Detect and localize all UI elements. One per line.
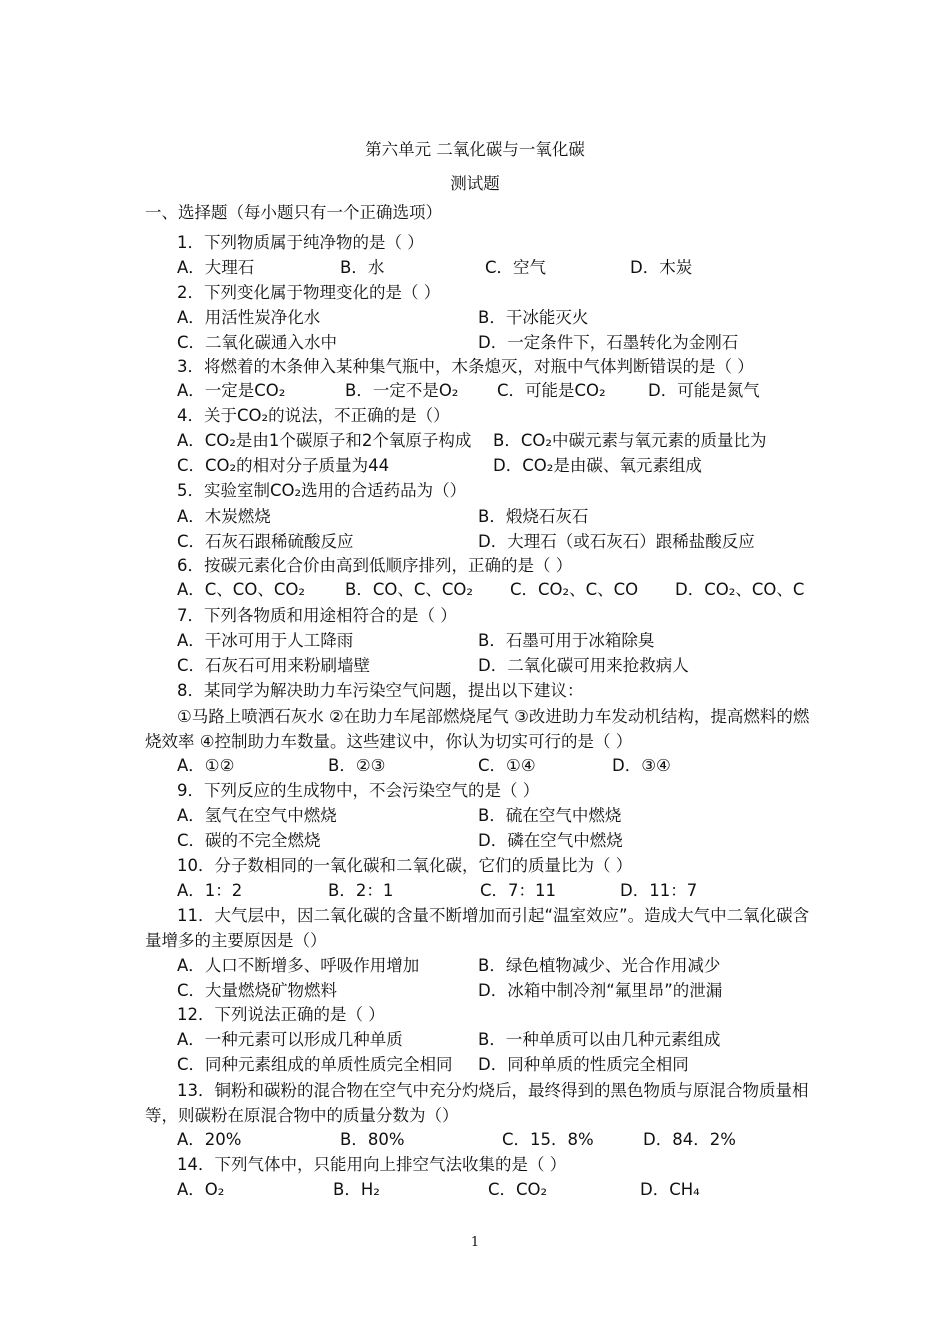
question-1-option-d: D．木炭 [630, 258, 693, 277]
question-6-option-c: C．CO₂、C、CO [510, 580, 639, 599]
question-3-option-b: B．一定不是O₂ [345, 381, 459, 400]
question-3-option-c: C．可能是CO₂ [497, 381, 606, 400]
question-10-option-b: B．2：1 [328, 881, 394, 900]
question-8-stem: 8．某同学为解决助力车污染空气问题，提出以下建议： [177, 681, 584, 700]
question-10-stem: 10．分子数相同的一氧化碳和二氧化碳，它们的质量比为（ ） [177, 856, 633, 875]
question-3-stem: 3．将燃着的木条伸入某种集气瓶中，木条熄灭，对瓶中气体判断错误的是（ ） [177, 357, 754, 376]
question-11-option-b: B．绿色植物减少、光合作用减少 [478, 956, 721, 975]
question-14-option-b: B．H₂ [333, 1180, 380, 1199]
page-number: 1 [470, 1235, 480, 1250]
question-4-option-d: D．CO₂是由碳、氧元素组成 [493, 456, 702, 475]
question-1-stem: 1．下列物质属于纯净物的是（ ） [177, 233, 424, 252]
question-13-stem: 13．铜粉和碳粉的混合物在空气中充分灼烧后，最终得到的黑色物质与原混合物质量相等，则碳粉在原混合物中的质量分数为（） [145, 1081, 809, 1125]
question-7-stem: 7．下列各物质和用途相符合的是（ ） [177, 606, 457, 625]
question-11-option-a: A．人口不断增多、呼吸作用增加 [177, 956, 420, 975]
question-12-option-b: B．一种单质可以由几种元素组成 [478, 1030, 721, 1049]
question-9-option-a: A．氢气在空气中燃烧 [177, 806, 337, 825]
question-1-option-a: A．大理石 [177, 258, 255, 277]
question-7-option-b: B．石墨可用于冰箱除臭 [478, 631, 655, 650]
question-8-option-a: A．①② [177, 756, 235, 775]
question-11-option-d: D．冰箱中制冷剂“氟里昂”的泄漏 [478, 981, 723, 1000]
question-10-option-d: D．11：7 [620, 881, 698, 900]
question-11-option-c: C．大量燃烧矿物燃料 [177, 981, 338, 1000]
question-10-option-c: C．7：11 [480, 881, 557, 900]
question-13-option-a: A．20% [177, 1130, 242, 1149]
question-7-option-a: A．干冰可用于人工降雨 [177, 631, 354, 650]
question-8-option-b: B．②③ [328, 756, 386, 775]
question-3-option-a: A．一定是CO₂ [177, 381, 286, 400]
question-9-option-b: B．硫在空气中燃烧 [478, 806, 622, 825]
question-1-option-b: B．水 [340, 258, 385, 277]
page-subtitle: 测试题 [450, 174, 500, 193]
question-11-stem: 11．大气层中，因二氧化碳的含量不断增加而引起“温室效应”。造成大气中二氧化碳含量增多的主要原因是（） [145, 906, 810, 950]
question-9-option-d: D．磷在空气中燃烧 [478, 831, 623, 850]
question-7-option-c: C．石灰石可用来粉刷墙壁 [177, 656, 371, 675]
question-5-option-c: C．石灰石跟稀硫酸反应 [177, 532, 354, 551]
question-4-option-c: C．CO₂的相对分子质量为44 [177, 456, 390, 475]
question-7-option-d: D．二氧化碳可用来抢救病人 [478, 656, 689, 675]
question-8-body: ①马路上喷洒石灰水 ②在助力车尾部燃烧尾气 ③改进助力车发动机结构，提高燃料的燃烧效率 ④控制助力车数量。这些建议中，你认为切实可行的是（ ） [145, 707, 810, 751]
question-6-option-b: B．CO、C、CO₂ [345, 580, 473, 599]
question-6-stem: 6．按碳元素化合价由高到低顺序排列，正确的是（ ） [177, 556, 573, 575]
question-6-option-d: D．CO₂、CO、C [675, 580, 805, 599]
question-13-option-d: D．84．2% [643, 1130, 736, 1149]
question-6-option-a: A．C、CO、CO₂ [177, 580, 305, 599]
question-9-option-c: C．碳的不完全燃烧 [177, 831, 321, 850]
question-10-option-a: A．1：2 [177, 881, 243, 900]
question-14-option-d: D．CH₄ [640, 1180, 700, 1199]
page-title: 第六单元 二氧化碳与一氧化碳 [365, 140, 585, 159]
question-12-stem: 12．下列说法正确的是（ ） [177, 1005, 385, 1024]
question-4-option-b: B．CO₂中碳元素与氧元素的质量比为 [493, 431, 767, 450]
question-14-stem: 14．下列气体中，只能用向上排空气法收集的是（ ） [177, 1155, 567, 1174]
question-2-option-d: D．一定条件下，石墨转化为金刚石 [478, 333, 739, 352]
question-2-stem: 2．下列变化属于物理变化的是（ ） [177, 283, 441, 302]
question-12-option-d: D．同种单质的性质完全相同 [478, 1055, 689, 1074]
question-12-option-c: C．同种元素组成的单质性质完全相同 [177, 1055, 453, 1074]
question-5-option-a: A．木炭燃烧 [177, 507, 271, 526]
question-13-option-b: B．80% [340, 1130, 405, 1149]
question-5-option-d: D．大理石（或石灰石）跟稀盐酸反应 [478, 532, 755, 551]
question-5-stem: 5．实验室制CO₂选用的合适药品为（） [177, 481, 467, 500]
question-8-option-c: C．①④ [478, 756, 536, 775]
question-4-option-a: A．CO₂是由1个碳原子和2个氧原子构成 [177, 431, 472, 450]
section-heading: 一、选择题（每小题只有一个正确选项） [145, 203, 442, 222]
question-9-stem: 9．下列反应的生成物中，不会污染空气的是（ ） [177, 781, 540, 800]
question-14-option-c: C．CO₂ [488, 1180, 548, 1199]
question-13-option-c: C．15．8% [502, 1130, 594, 1149]
question-8-option-d: D．③④ [612, 756, 671, 775]
question-14-option-a: A．O₂ [177, 1180, 225, 1199]
question-5-option-b: B．煅烧石灰石 [478, 507, 589, 526]
question-2-option-b: B．干冰能灭火 [478, 308, 589, 327]
question-2-option-c: C．二氧化碳通入水中 [177, 333, 338, 352]
question-1-option-c: C．空气 [485, 258, 547, 277]
question-4-stem: 4．关于CO₂的说法，不正确的是（） [177, 406, 450, 425]
question-3-option-d: D．可能是氮气 [648, 381, 760, 400]
question-12-option-a: A．一种元素可以形成几种单质 [177, 1030, 403, 1049]
question-2-option-a: A．用活性炭净化水 [177, 308, 321, 327]
